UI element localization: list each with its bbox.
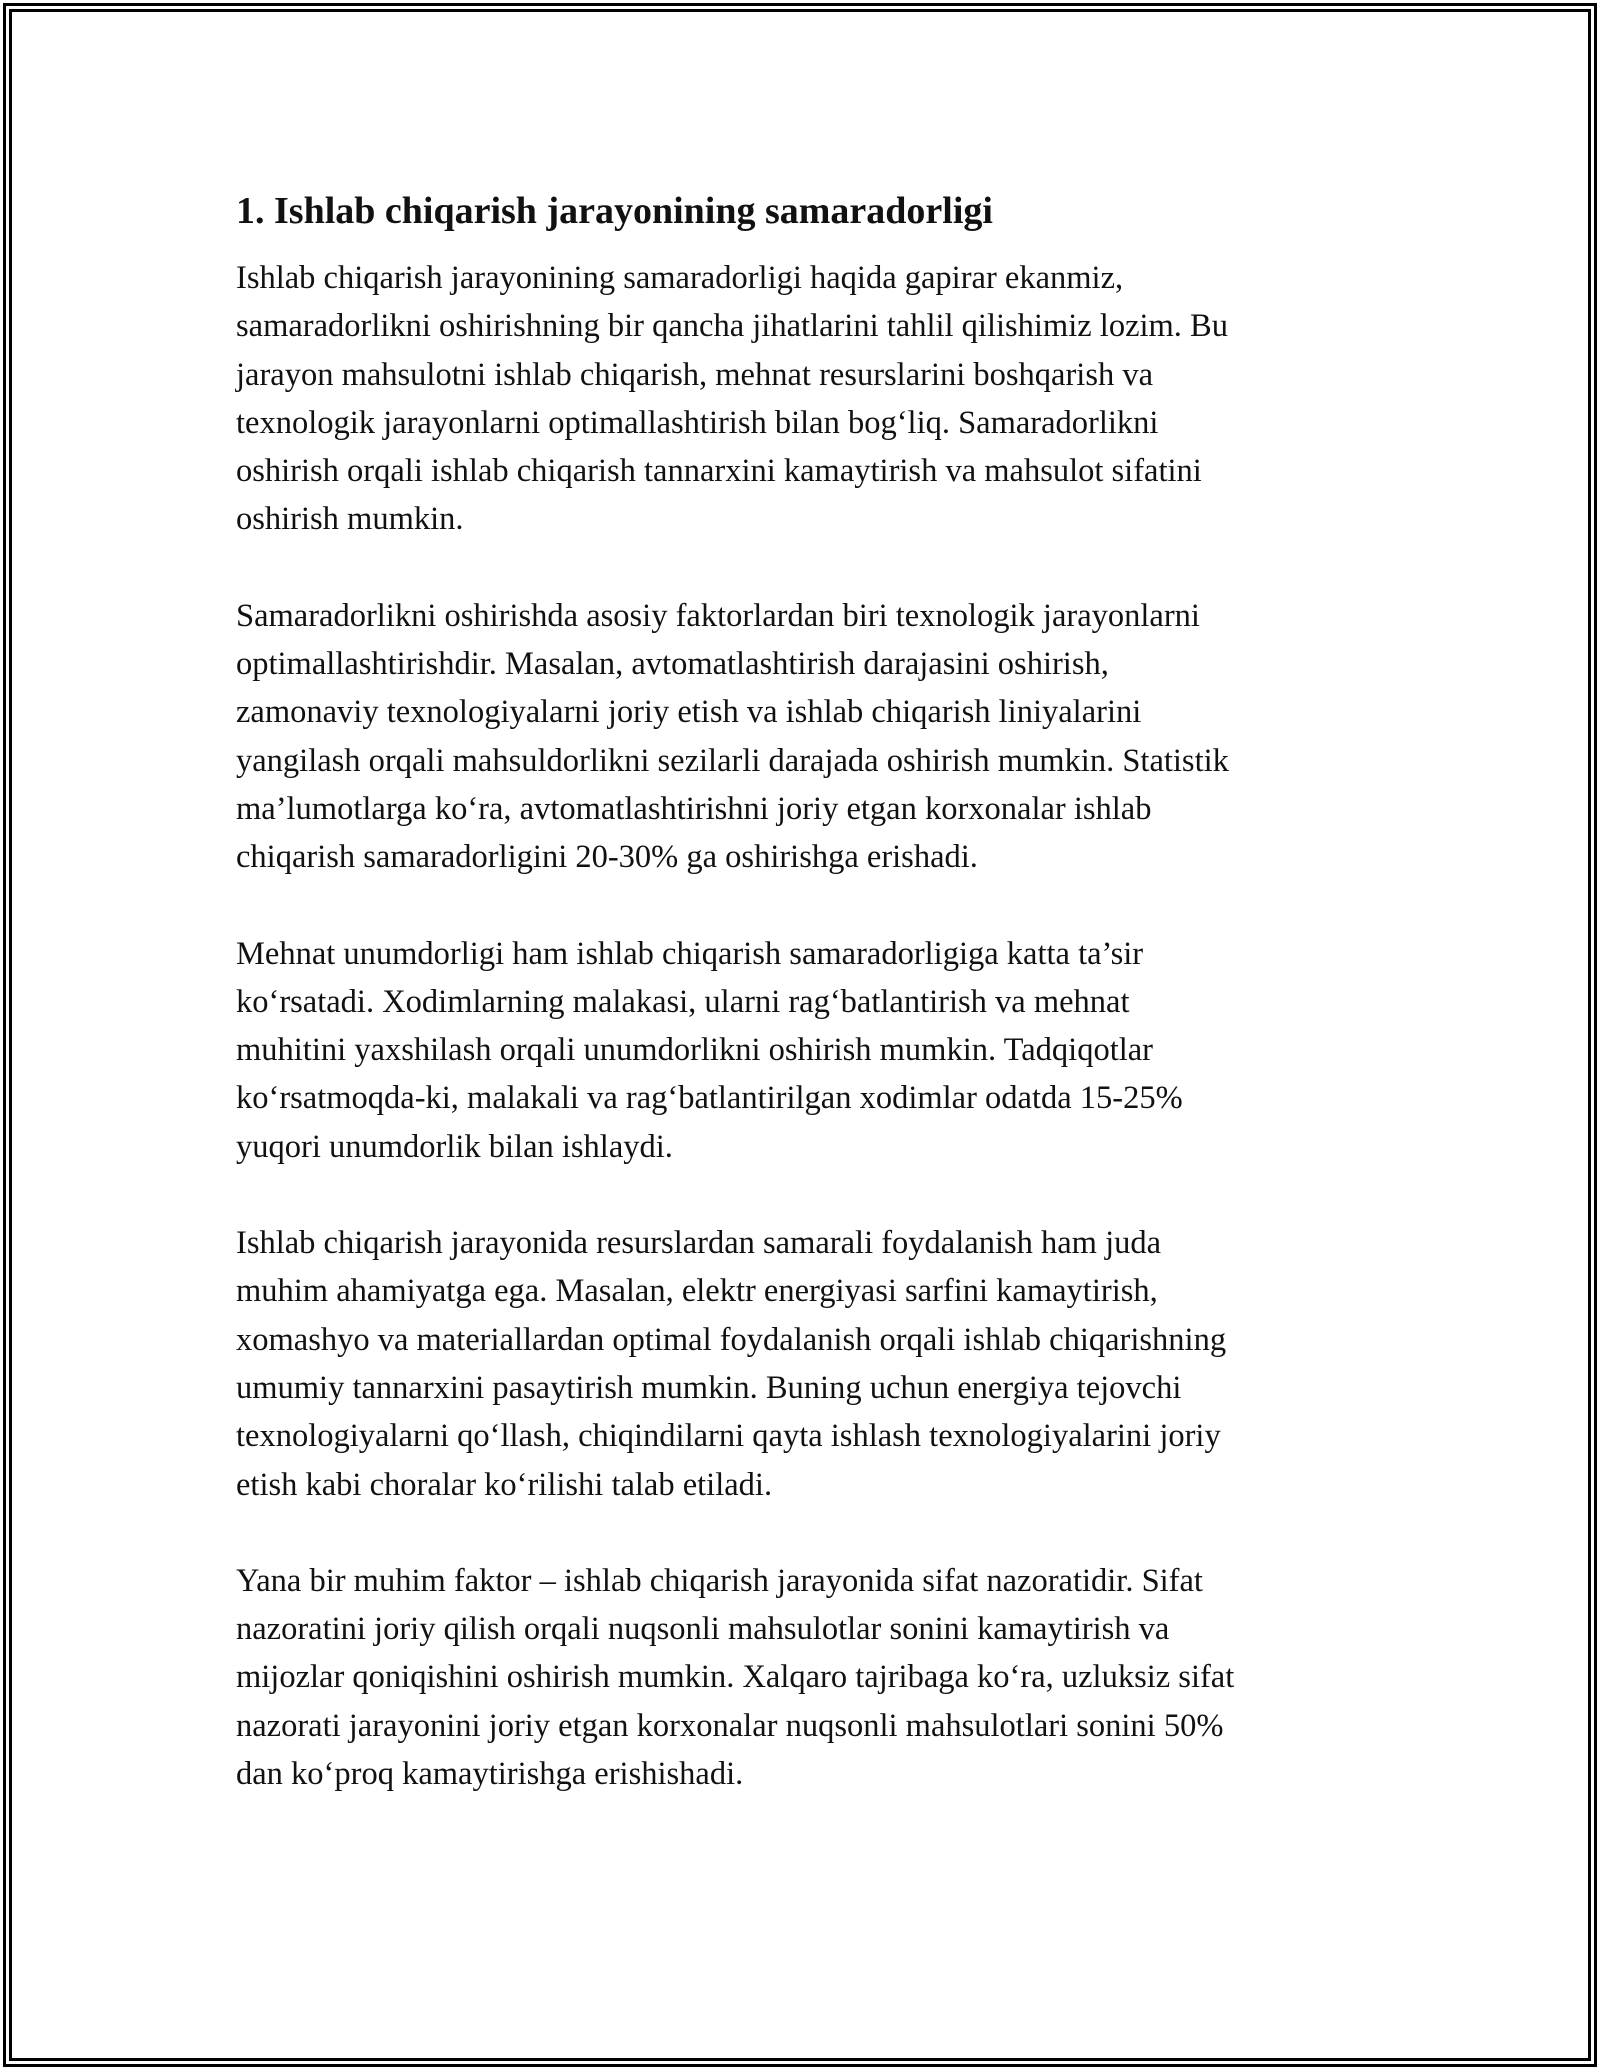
- section-title: 1. Ishlab chiqarish jarayonining samaradorligi: [236, 190, 993, 232]
- paragraph-line: ko‘rsatadi. Xodimlarning malakasi, ularni rag‘batlantirish va mehnat: [236, 983, 1130, 1020]
- paragraph-line: yangilash orqali mahsuldorlikni sezilarli darajada oshirish mumkin. Statistik: [236, 742, 1229, 779]
- paragraph-line: oshirish mumkin.: [236, 501, 464, 538]
- paragraph-line: muhim ahamiyatga ega. Masalan, elektr energiyasi sarfini kamaytirish,: [236, 1273, 1158, 1310]
- paragraph-line: Mehnat unumdorligi ham ishlab chiqarish samaradorligiga katta ta’sir: [236, 935, 1144, 972]
- paragraph-line: texnologiyalarni qo‘llash, chiqindilarni qayta ishlash texnologiyalarini joriy: [236, 1418, 1221, 1455]
- paragraph-line: texnologik jarayonlarni optimallashtirish bilan bog‘liq. Samaradorlikni: [236, 404, 1159, 441]
- paragraph-line: jarayon mahsulotni ishlab chiqarish, mehnat resurslarini boshqarish va: [236, 356, 1154, 393]
- paragraph-5: [236, 1557, 1366, 1798]
- paragraph-line: yuqori unumdorlik bilan ishlaydi.: [236, 1128, 673, 1165]
- paragraph-line: Samaradorlikni oshirishda asosiy faktorlardan biri texnologik jarayonlarni: [236, 597, 1200, 634]
- paragraph-line: dan ko‘proq kamaytirishga erishishadi.: [236, 1756, 744, 1793]
- paragraph-line: nazorati jarayonini joriy etgan korxonalar nuqsonli mahsulotlari sonini 50%: [236, 1707, 1224, 1744]
- paragraph-2: [236, 592, 1366, 882]
- paragraph-line: Yana bir muhim faktor – ishlab chiqarish jarayonida sifat nazoratidir. Sifat: [236, 1562, 1203, 1599]
- paragraph-line: zamonaviy texnologiyalarni joriy etish va ishlab chiqarish liniyalarini: [236, 694, 1142, 731]
- paragraph-line: ma’lumotlarga ko‘ra, avtomatlashtirishni joriy etgan korxonalar ishlab: [236, 790, 1152, 827]
- paragraph-line: samaradorlikni oshirishning bir qancha jihatlarini tahlil qilishimiz lozim. Bu: [236, 308, 1228, 345]
- paragraph-3: [236, 930, 1366, 1171]
- paragraph-line: optimallashtirishdir. Masalan, avtomatlashtirish darajasini oshirish,: [236, 646, 1109, 683]
- paragraph-line: nazoratini joriy qilish orqali nuqsonli mahsulotlar sonini kamaytirish va: [236, 1611, 1170, 1648]
- paragraph-line: oshirish orqali ishlab chiqarish tannarxini kamaytirish va mahsulot sifatini: [236, 453, 1202, 490]
- paragraph-1: [236, 254, 1366, 544]
- paragraph-line: xomashyo va materiallardan optimal foydalanish orqali ishlab chiqarishning: [236, 1321, 1227, 1358]
- paragraph-4: [236, 1219, 1366, 1509]
- document-body: [236, 186, 1366, 1846]
- paragraph-line: Ishlab chiqarish jarayonining samaradorligi haqida gapirar ekanmiz,: [236, 260, 1124, 296]
- paragraph-line: ko‘rsatmoqda-ki, malakali va rag‘batlantirilgan xodimlar odatda 15-25%: [236, 1080, 1183, 1117]
- paragraph-line: umumiy tannarxini pasaytirish mumkin. Buning uchun energiya tejovchi: [236, 1369, 1182, 1406]
- paragraph-line: muhitini yaxshilash orqali unumdorlikni oshirish mumkin. Tadqiqotlar: [236, 1032, 1153, 1069]
- paragraph-line: Ishlab chiqarish jarayonida resurslardan samarali foydalanish ham juda: [236, 1225, 1162, 1262]
- paragraph-line: chiqarish samaradorligini 20-30% ga oshirishga erishadi.: [236, 839, 978, 876]
- paragraph-line: mijozlar qoniqishini oshirish mumkin. Xalqaro tajribaga ko‘ra, uzluksiz sifat: [236, 1659, 1235, 1696]
- paragraph-line: etish kabi choralar ko‘rilishi talab etiladi.: [236, 1466, 773, 1503]
